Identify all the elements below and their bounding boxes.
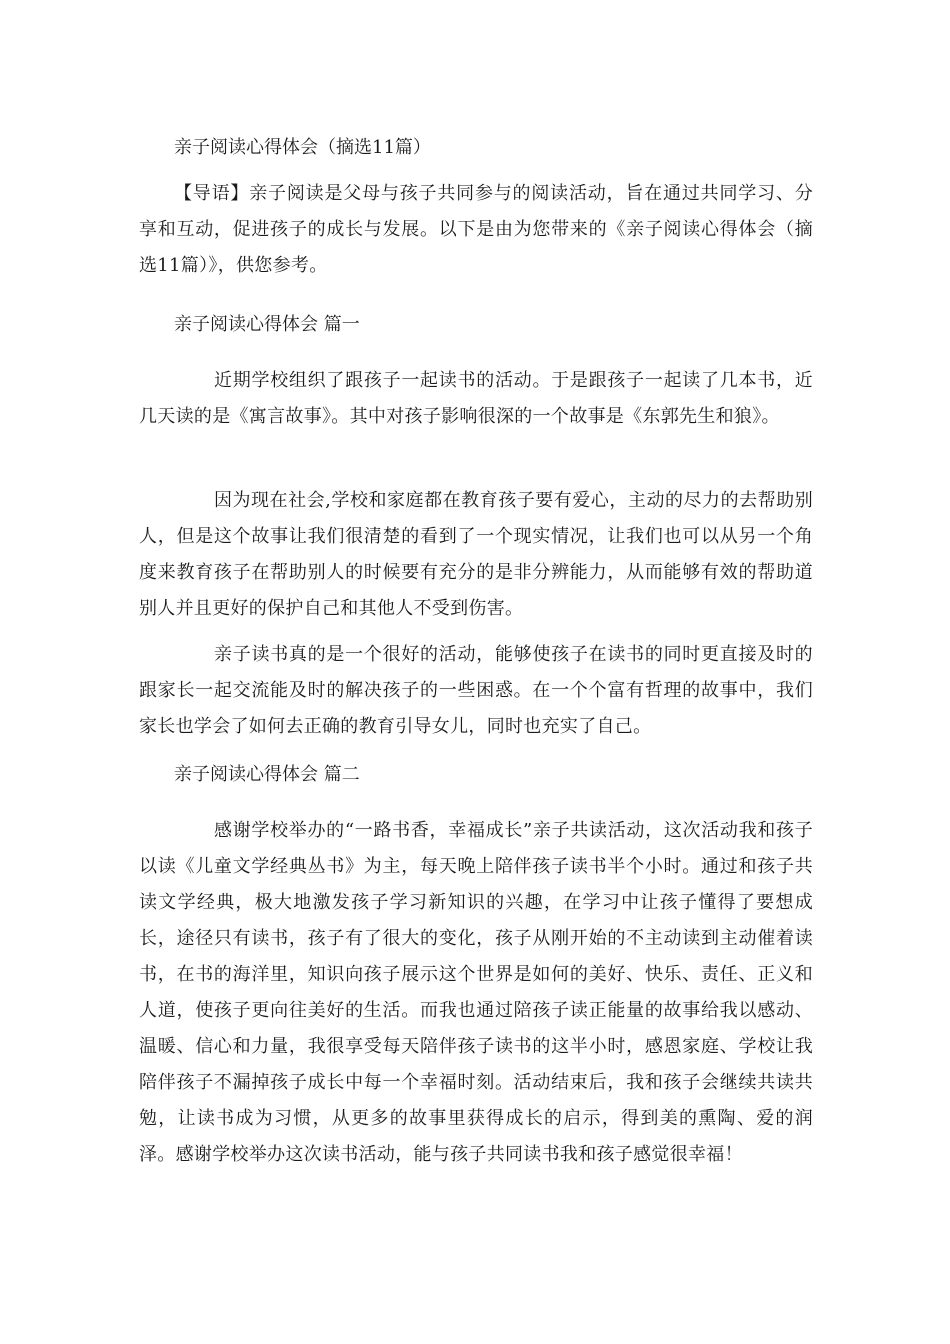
document-title: 亲子阅读心得体会（摘选11篇） [174,137,431,158]
section1-paragraph-3: 亲子读书真的是一个很好的活动，能够使孩子在读书的同时更直接及时的跟家长一起交流能及时的解决孩子的一些困惑。在一个个富有哲理的故事中，我们家长也学会了如何去正确的教育引导女儿，同时也充实了自己。 [139,644,813,737]
section2-paragraph-1: 感谢学校举办的“一路书香，幸福成长”亲子共读活动，这次活动我和孩子以读《儿童文学经典丛书》为主，每天晚上陪伴孩子读书半个小时。通过和孩子共读文学经典，极大地激发孩子学习新知识的兴趣，在学习中让孩子懂得了要想成长，途径只有读书，孩子有了很大的变化，孩子从刚开始的不主动读到主动催着读书，在书的海洋里，知识向孩子展示这个世界是如何的美好、快乐、责任、正义和人道，使孩子更向往美好的生活。而我也通过陪孩子读正能量的故事给我以感动、温暖、信心和力量，我很享受每天陪伴孩子读书的这半小时，感恩家庭、学校让我陪伴孩子不漏掉孩子成长中每一个幸福时刻。活动结束后，我和孩子会继续共读共勉，让读书成为习惯，从更多的故事里获得成长的启示，得到美的熏陶、爱的润泽。感谢学校举办这次读书活动，能与孩子共同读书我和孩子感觉很幸福！ [139,820,813,1165]
section1-paragraph-2: 因为现在社会,学校和家庭都在教育孩子要有爱心，主动的尽力的去帮助别人，但是这个故事让我们很清楚的看到了一个现实情况，让我们也可以从另一个角度来教育孩子在帮助别人的时候要有充分的是非分辨能力，从而能够有效的帮助道别人并且更好的保护自己和其他人不受到伤害。 [139,490,813,619]
section-heading-1: 亲子阅读心得体会 篇一 [174,314,360,335]
section-heading-2: 亲子阅读心得体会 篇二 [174,764,360,785]
intro-paragraph: 【导语】亲子阅读是父母与孩子共同参与的阅读活动，旨在通过共同学习、分享和互动，促进孩子的成长与发展。以下是由为您带来的《亲子阅读心得体会（摘选11篇）》，供您参考。 [139,183,813,276]
section1-paragraph-1: 近期学校组织了跟孩子一起读书的活动。于是跟孩子一起读了几本书，近几天读的是《寓言故事》。其中对孩子影响很深的一个故事是《东郭先生和狼》。 [139,370,813,427]
